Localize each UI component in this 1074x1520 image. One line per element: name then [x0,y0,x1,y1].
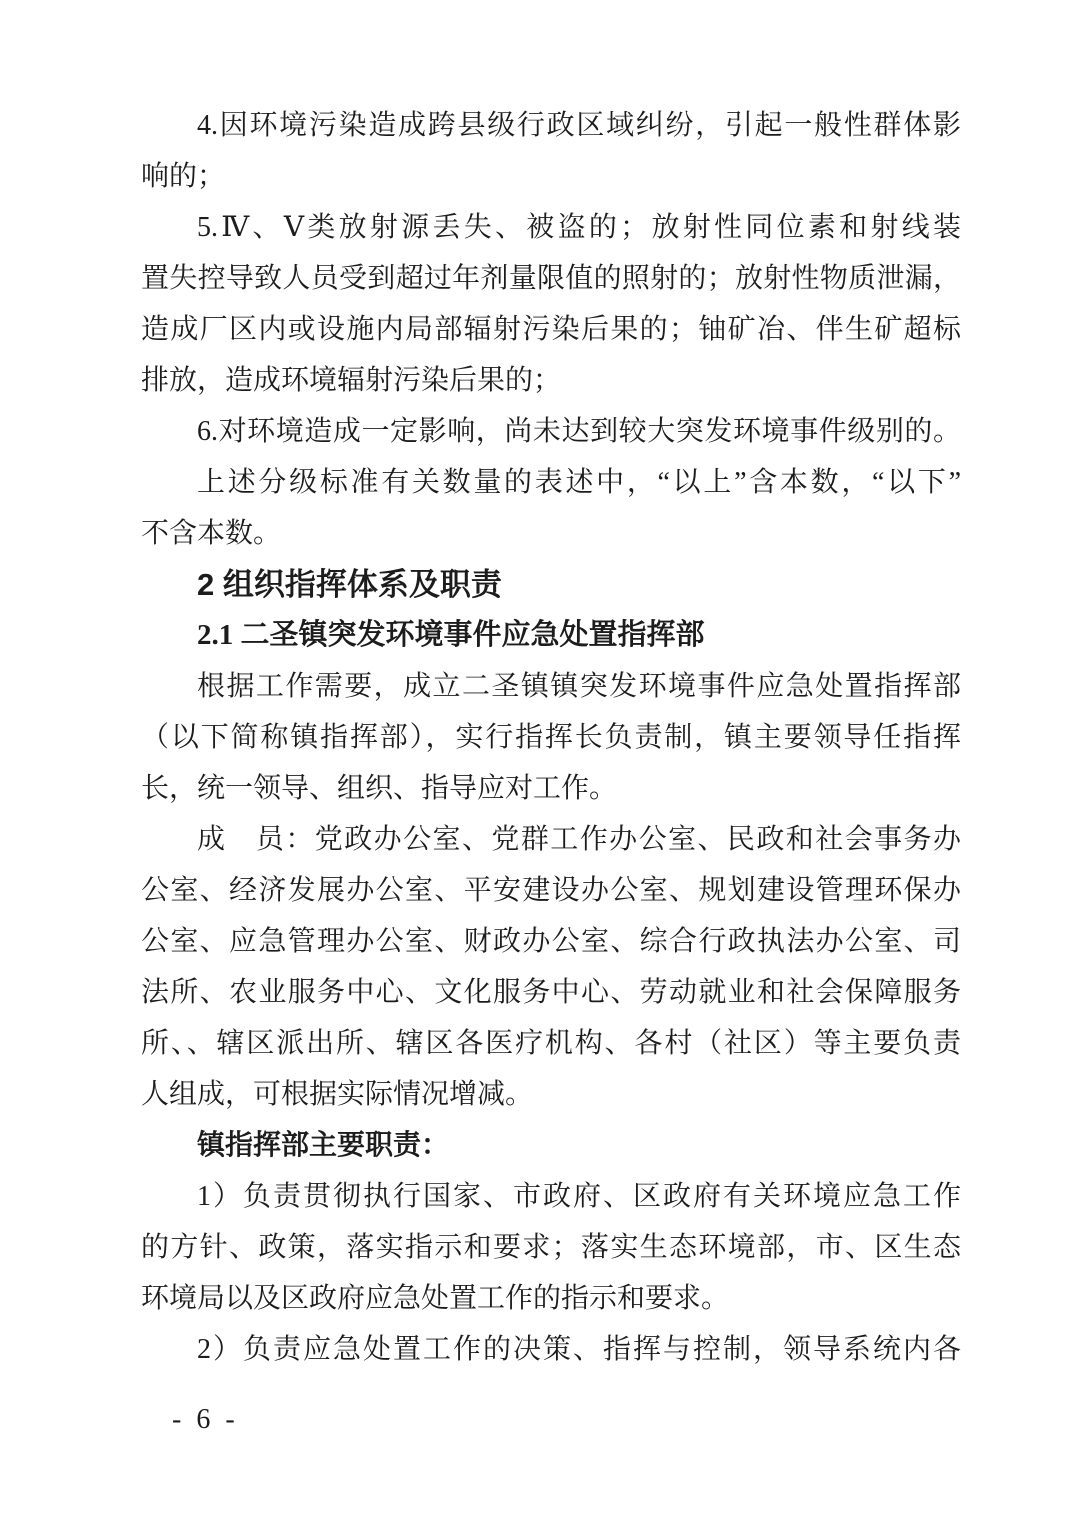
text-line: 人组成，可根据实际情况增减。 [141,1079,534,1110]
text-line: 环境局以及区政府应急处置工作的指示和要求。 [141,1283,730,1314]
text-line: 公室、应急管理办公室、财政办公室、综合行政执法办公室、司 [141,926,961,957]
text-line: 排放，造成环境辐射污染后果的； [141,365,562,396]
text-line: 镇指挥部主要职责： [197,1130,450,1161]
text-line: 上述分级标准有关数量的表述中，“以上”含本数，“以下” [197,467,961,498]
text-line: 造成厂区内或设施内局部辐射污染后果的；铀矿冶、伴生矿超标 [141,314,961,345]
section-heading: 2 组织指挥体系及职责 [197,567,502,602]
text-line: 公室、经济发展办公室、平安建设办公室、规划建设管理环保办 [141,875,961,906]
text-line: 成 员：党政办公室、党群工作办公室、民政和社会事务办 [197,824,961,855]
text-line: 5.Ⅳ、Ⅴ类放射源丢失、被盗的；放射性同位素和射线装 [197,212,961,243]
text-line: 法所、农业服务中心、文化服务中心、劳动就业和社会保障服务 [141,977,961,1008]
text-line: 根据工作需要，成立二圣镇镇突发环境事件应急处置指挥部 [197,671,961,702]
text-line: 4.因环境污染造成跨县级行政区域纠纷，引起一般性群体影 [197,110,961,141]
text-line: 所、、辖区派出所、辖区各医疗机构、各村（社区）等主要负责 [141,1028,961,1059]
text-line: 2）负责应急处置工作的决策、指挥与控制，领导系统内各 [197,1334,961,1365]
text-line: 置失控导致人员受到超过年剂量限值的照射的；放射性物质泄漏， [141,263,961,294]
text-line: 响的； [141,161,226,192]
text-line: 的方针、政策，落实指示和要求；落实生态环境部，市、区生态 [141,1232,961,1263]
text-line: 不含本数。 [141,518,282,549]
text-line: 1）负责贯彻执行国家、市政府、区政府有关环境应急工作 [197,1181,961,1212]
section-heading: 2.1 二圣镇突发环境事件应急处置指挥部 [197,619,705,651]
text-line: 6.对环境造成一定影响，尚未达到较大突发环境事件级别的。 [197,416,961,447]
document-body [141,100,961,1375]
page-number: - 6 - [172,1404,239,1435]
text-line: （以下简称镇指挥部），实行指挥长负责制，镇主要领导任指挥 [141,722,961,753]
text-line: 长，统一领导、组织、指导应对工作。 [141,773,618,804]
